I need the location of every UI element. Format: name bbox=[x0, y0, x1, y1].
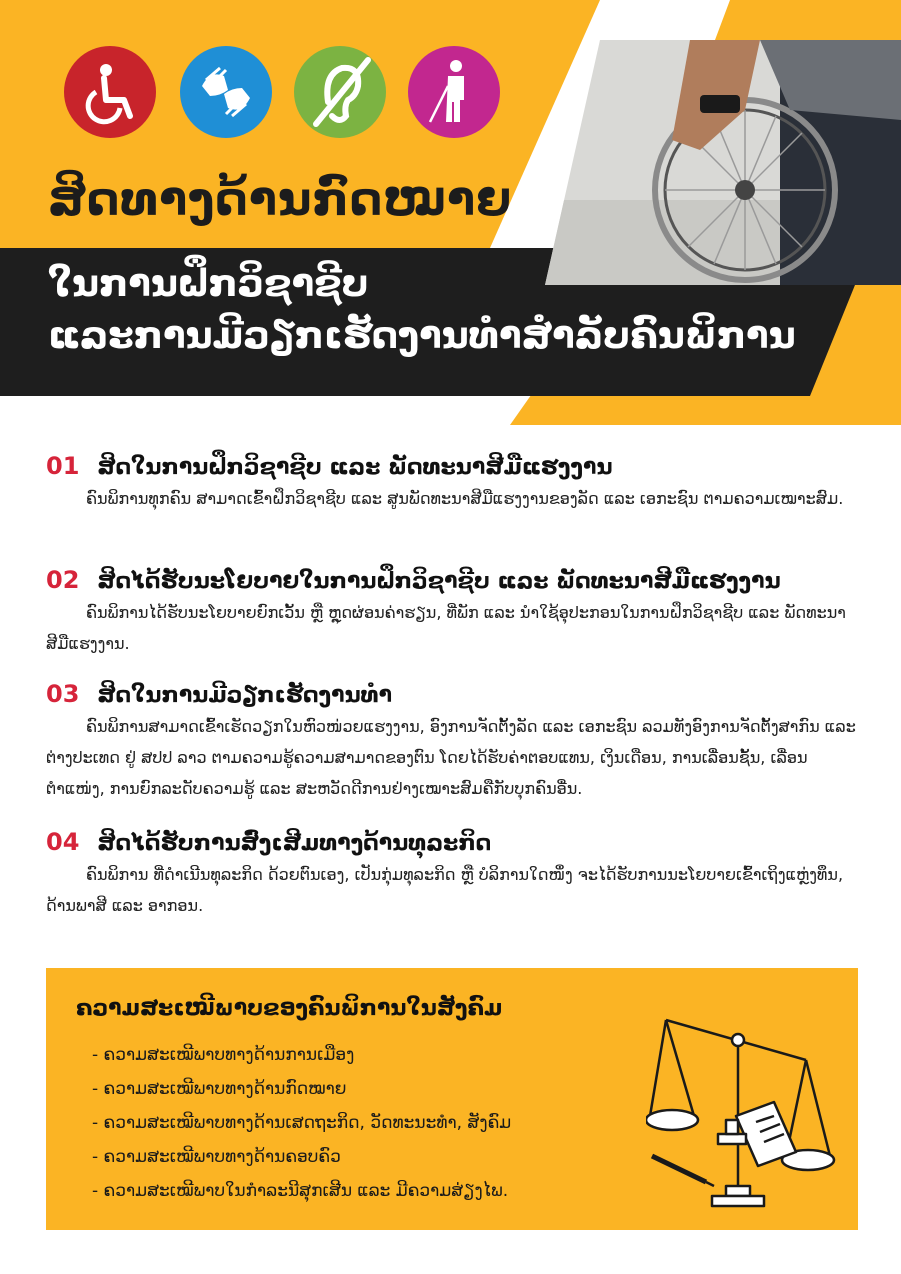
equality-box bbox=[46, 968, 858, 1230]
section-heading bbox=[46, 566, 866, 594]
sign-language-icon bbox=[180, 46, 272, 138]
section-01 bbox=[46, 452, 866, 514]
section-number: 03 bbox=[46, 680, 80, 708]
list-item: - ຄວາມສະເໝີພາບໃນກຳລະນີສຸກເສີນ ແລະ ມີຄວາມສ່ຽງໄພ. bbox=[92, 1181, 509, 1201]
section-04 bbox=[46, 828, 866, 921]
section-heading bbox=[46, 828, 866, 856]
list-item: - ຄວາມສະເໝີພາບທາງດ້ານເສດຖະກິດ, ວັດທະນະທຳ, ສັງຄົມ bbox=[92, 1113, 512, 1133]
section-number: 01 bbox=[46, 452, 80, 480]
header-title: ສິດທາງດ້ານກົດໝາຍ bbox=[48, 172, 513, 226]
header-subtitle bbox=[48, 258, 796, 362]
scales-of-justice-icon bbox=[646, 1006, 836, 1216]
wheelchair-icon bbox=[64, 46, 156, 138]
subtitle-line-2: ແລະການມີວຽກເຮັດງານທຳສຳລັບຄົນພິການ bbox=[48, 314, 796, 357]
section-title: ສິດໃນການມີວຽກເຮັດງານທຳ bbox=[97, 683, 393, 708]
list-item: - ຄວາມສະເໝີພາບທາງດ້ານການເມືອງ bbox=[92, 1045, 355, 1065]
equality-box-title: ຄວາມສະເໝີພາບຂອງຄົນພິການໃນສັງຄົມ bbox=[76, 996, 503, 1021]
section-heading bbox=[46, 452, 866, 480]
section-title: ສິດໃນການຝຶກວິຊາຊີບ ແລະ ພັດທະນາສີມືແຮງງານ bbox=[97, 455, 613, 480]
header bbox=[0, 0, 901, 425]
section-title: ສິດໄດ້ຮັບນະໂຍບາຍໃນການຝຶກວິຊາຊີບ ແລະ ພັດທະນາສີມືແຮງງານ bbox=[97, 569, 781, 594]
section-03 bbox=[46, 680, 866, 804]
section-number: 02 bbox=[46, 566, 80, 594]
section-body: ຄົນພິການ ທີ່ດຳເນີນທຸລະກິດ ດ້ວຍຕົນເອງ, ເປັນກຸ່ມທຸລະກິດ ຫຼື ບໍລິການໃດໜຶ່ງ ຈະໄດ້ຮັບການນະໂຍບາຍເຂົ້າເຖິງແຫຼ່ງທຶນ, ດ້ານພາສີ ແລະ ອາກອນ. bbox=[46, 865, 844, 915]
blind-cane-icon bbox=[408, 46, 500, 138]
hearing-impaired-icon bbox=[294, 46, 386, 138]
subtitle-line-1: ໃນການຝຶກວິຊາຊີບ bbox=[48, 262, 369, 305]
section-body: ຄົນພິການທຸກຄົນ ສາມາດເຂົ້າຝຶກວິຊາຊີບ ແລະ ສູນພັດທະນາສີມືແຮງງານຂອງລັດ ແລະ ເອກະຊົນ ຕາມຄວາມເໝາະສົມ. bbox=[86, 489, 844, 508]
list-item: - ຄວາມສະເໝີພາບທາງດ້ານກົດໝາຍ bbox=[92, 1079, 347, 1099]
section-02 bbox=[46, 566, 866, 659]
section-body: ຄົນພິການໄດ້ຮັບນະໂຍບາຍຍົກເວັ້ນ ຫຼື ຫຼຸດຜ່ອນຄ່າຮຽນ, ທີ່ພັກ ແລະ ນຳໃຊ້ອຸປະກອນໃນການຝຶກວິຊາຊີບ ແລະ ພັດທະນາສີມືແຮງງານ. bbox=[46, 603, 846, 653]
equality-list bbox=[92, 1038, 511, 1208]
section-heading bbox=[46, 680, 866, 708]
list-item: - ຄວາມສະເໝີພາບທາງດ້ານຄອບຄົວ bbox=[92, 1147, 341, 1167]
section-title: ສິດໄດ້ຮັບການສົ່ງເສີມທາງດ້ານທຸລະກິດ bbox=[97, 831, 492, 856]
section-body: ຄົນພິການສາມາດເຂົ້າເຮັດວຽກໃນຫົວໜ່ວຍແຮງງານ, ອົງການຈັດຕັ້ງລັດ ແລະ ເອກະຊົນ ລວມທັງອົງການຈັດຕັ້ງສາກົນ ແລະ ຕ່າງປະເທດ ຢູ່ ສປປ ລາວ ຕາມຄວາມຮູ້ຄວາມສາມາດຂອງຕົນ ໂດຍໄດ້ຮັບຄ່າຕອບແທນ, ເງິນເດືອນ, ການເລື່ອນຊັ້ນ, ເລື່ອນຕຳແໜ່ງ, ການຍົກລະດັບຄວາມຮູ້ ແລະ ສະຫວັດດີການຢ່າງເໝາະສົມຄືກັບບຸກຄົນອື່ນ. bbox=[46, 717, 856, 798]
section-number: 04 bbox=[46, 828, 80, 856]
